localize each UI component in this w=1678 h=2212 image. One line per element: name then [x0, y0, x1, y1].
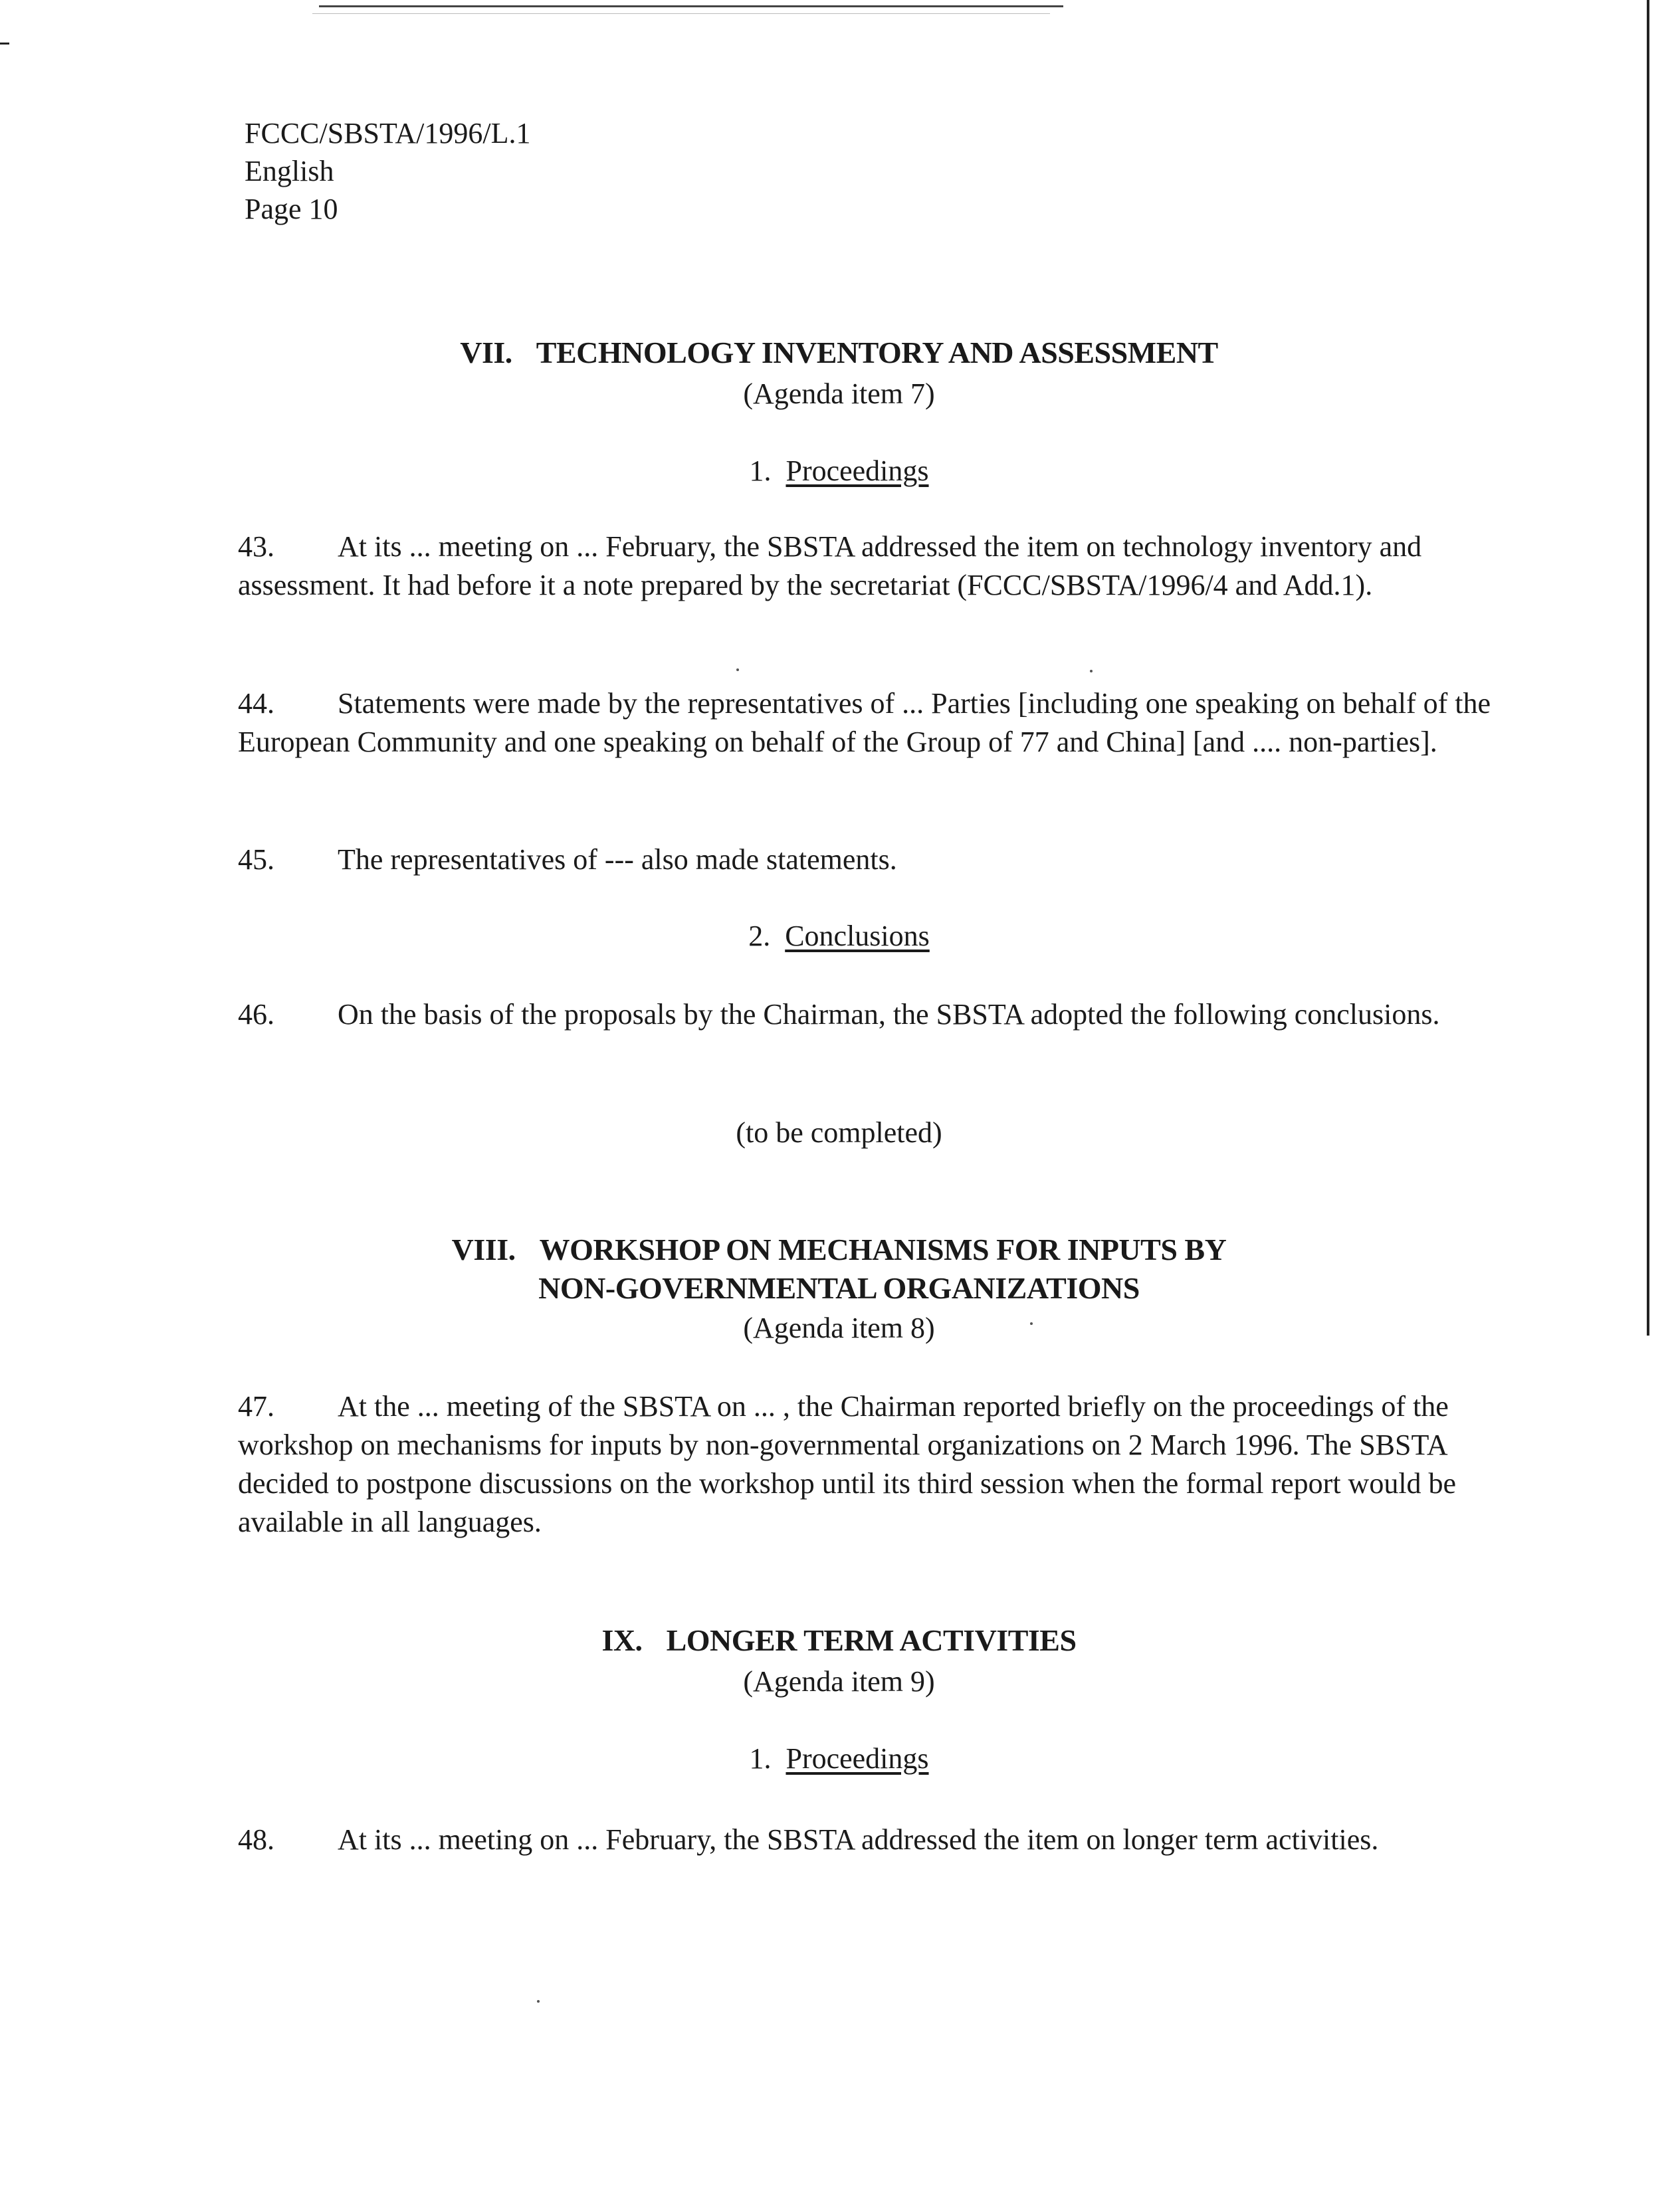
paragraph-number: 44.: [238, 687, 274, 720]
paragraph-text: The representatives of --- also made statements.: [338, 843, 897, 876]
section-ix-heading: [0, 1621, 1678, 1660]
subsection-title: Proceedings: [786, 454, 929, 487]
subsection-title: Proceedings: [786, 1742, 929, 1775]
paragraph-number: 43.: [238, 530, 274, 563]
scan-edge-top: [319, 5, 1063, 7]
to-be-completed-note: (to be completed): [736, 1116, 942, 1149]
paragraph-47: [238, 1387, 1540, 1542]
section-viii-agenda: (Agenda item 8): [743, 1312, 935, 1344]
subsection-number: 2.: [748, 920, 771, 952]
scan-mark-left: [0, 43, 9, 45]
scan-speck: [1090, 670, 1093, 672]
paragraph-number: 45.: [238, 843, 274, 876]
paragraph-44: [238, 684, 1540, 761]
section-ix-agenda: (Agenda item 9): [743, 1665, 935, 1698]
section-viii-heading-line2: NON-GOVERNMENTAL ORGANIZATIONS: [538, 1271, 1140, 1305]
paragraph-43: [238, 528, 1540, 605]
paragraph-46: [238, 995, 1540, 1034]
paragraph-48: [238, 1821, 1540, 1859]
section-vii-heading: [0, 334, 1678, 372]
scan-speck: [537, 2000, 540, 2003]
section-vii-proceedings-heading: [0, 452, 1678, 490]
section-number: VII.: [460, 336, 512, 369]
paragraph-number: 48.: [238, 1823, 274, 1856]
subsection-number: 1.: [749, 454, 772, 487]
paragraph-45: [238, 841, 1540, 879]
section-title: TECHNOLOGY INVENTORY AND ASSESSMENT: [536, 336, 1218, 369]
document-symbol: FCCC/SBSTA/1996/L.1: [245, 117, 531, 150]
paragraph-text: Statements were made by the representatives of ... Parties [including one speaking on behalf of the European Community and one speaking on behalf of the Group of 77 and China] [and .... non-parties].: [238, 687, 1491, 758]
subsection-number: 1.: [749, 1742, 772, 1775]
paragraph-text: At its ... meeting on ... February, the SBSTA addressed the item on longer term activities.: [338, 1823, 1379, 1856]
section-viii-heading: [0, 1231, 1678, 1269]
section-title: LONGER TERM ACTIVITIES: [666, 1623, 1077, 1657]
paragraph-text: On the basis of the proposals by the Chairman, the SBSTA adopted the following conclusions.: [338, 998, 1440, 1031]
scan-speck: [736, 668, 739, 671]
section-number: VIII.: [451, 1233, 516, 1266]
document-language: English: [245, 155, 334, 187]
page-number: Page 10: [245, 193, 338, 225]
paragraph-number: 46.: [238, 998, 274, 1031]
paragraph-text: At its ... meeting on ... February, the SBSTA addressed the item on technology inventory and assessment. It had before it a note prepared by the secretariat (FCCC/SBSTA/1996/4 and Add.1).: [238, 530, 1422, 601]
paragraph-text: At the ... meeting of the SBSTA on ... , the Chairman reported briefly on the proceedings of the workshop on mechanisms for inputs by non-governmental organizations on 2 March 1996. The SBSTA decided to postpone discussions on the workshop until its third session when the formal report would be available in all languages.: [238, 1390, 1457, 1538]
scan-edge-top-faint: [312, 13, 1050, 14]
section-ix-proceedings-heading: [0, 1740, 1678, 1778]
section-title-line1: WORKSHOP ON MECHANISMS FOR INPUTS BY: [539, 1233, 1227, 1266]
section-vii-conclusions-heading: [0, 917, 1678, 955]
paragraph-number: 47.: [238, 1390, 274, 1423]
document-header: [245, 114, 530, 228]
subsection-title: Conclusions: [785, 920, 930, 952]
section-number: IX.: [601, 1623, 643, 1657]
section-vii-agenda: (Agenda item 7): [743, 377, 935, 410]
